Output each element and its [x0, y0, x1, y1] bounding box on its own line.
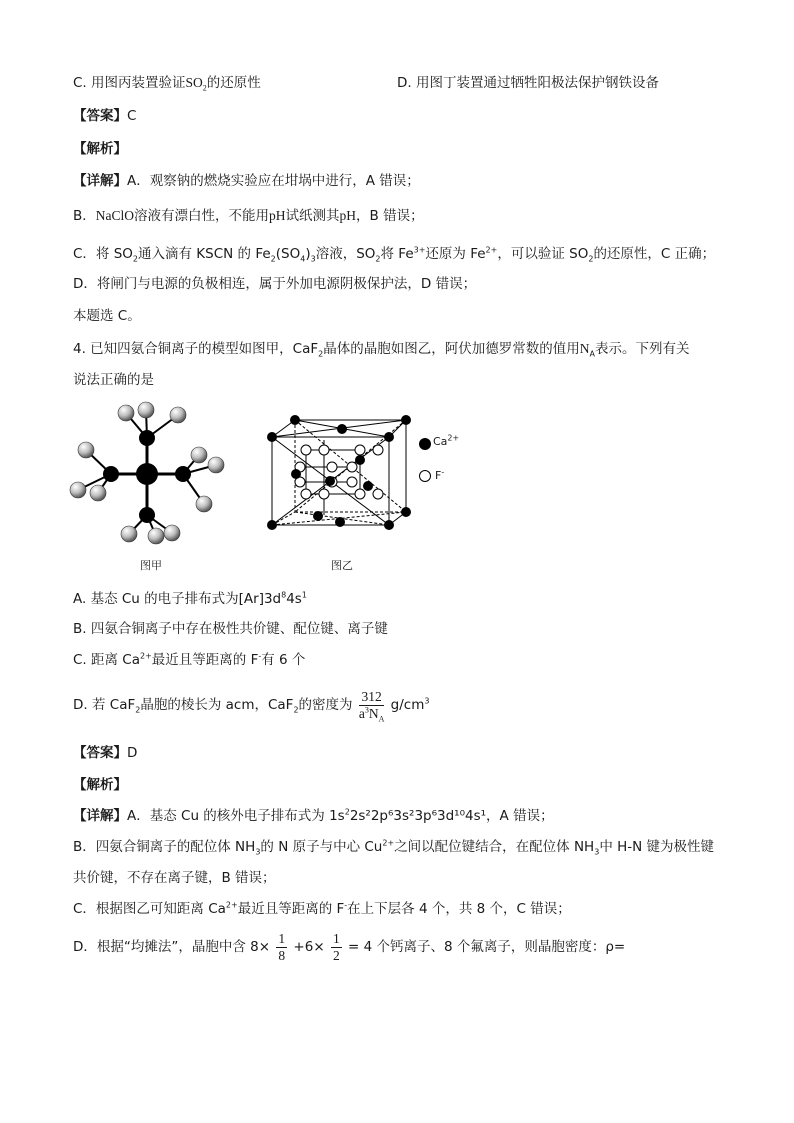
q4-detail-b-line2: 共价键，不存在离子键，B 错误；	[73, 870, 276, 886]
q4-stem-line1: 4. 已知四氨合铜离子的模型如图甲，CaF$_2$晶体的晶胞如图乙，阿伏加德罗常数的值用$N_A$表示。下列有关	[73, 341, 690, 359]
q4-detail-a: 【详解】A．基态 Cu 的核外电子排布式为 $1s^22s^22p^63s^23p^63d^{10}4s^1$，A 错误；	[73, 807, 554, 824]
q3-option-c: C. 用图丙装置验证$SO_2$的还原性	[73, 75, 261, 93]
figure-jia-tetraammine-copper	[66, 398, 231, 578]
q4-option-b: B. 四氨合铜离子中存在极性共价键、配位键、离子键	[73, 621, 388, 637]
legend-f-marker	[420, 471, 431, 482]
q4-analysis-label: 【解析】	[73, 777, 127, 793]
q4-option-a: A. 基态 Cu 的电子排布式为$[Ar]3d^84s^1$	[73, 590, 307, 607]
legend-ca-label: $Ca^{2+}$	[433, 433, 460, 448]
q3-conclusion: 本题选 C。	[73, 308, 141, 324]
q3-detail-a: 【详解】A．观察钠的燃烧实验应在坩埚中进行，A 错误；	[73, 173, 420, 189]
figure-yi-caf2-unit-cell	[260, 412, 460, 537]
copper-atom	[136, 463, 158, 485]
legend-f-label: F-	[435, 467, 445, 482]
figure-jia-caption: 图甲	[140, 559, 162, 572]
q3-detail-d: D．将闸门与电源的负极相连，属于外加电源阴极保护法，D 错误；	[73, 276, 477, 292]
q3-answer: 【答案】C	[73, 108, 137, 124]
q3-option-d: D. 用图丁装置通过牺牲阳极法保护钢铁设备	[397, 75, 659, 91]
q4-detail-b-line1: B．四氨合铜离子的配位体 $NH_3$的 N 原子与中心 $Cu^{2+}$之间以配位键结合，在配位体 $NH_3$中 H-N 键为极性键	[73, 838, 715, 857]
q4-stem-line2: 说法正确的是	[73, 372, 154, 388]
q4-detail-d: D．根据“均摊法”，晶胞中含 8× $\frac{1}{8}$ +6× $\frac{1}{2}$ = 4 个钙离子、8 个氟离子，则晶胞密度：ρ=	[73, 930, 626, 963]
legend-ca-marker	[419, 438, 431, 450]
q3-detail-c: C．将 $SO_2$通入滴有 KSCN 的 $Fe_2(SO_4)_3$溶液，$SO_2$将 $Fe^{3+}$还原为 $Fe^{2+}$，可以验证 $SO_2$的还原性，C 正确；	[73, 245, 716, 264]
q3-analysis-label: 【解析】	[73, 141, 127, 157]
density-fraction: $\frac{312}{a^3N_A}$	[358, 688, 385, 724]
q4-option-c: C. 距离 $Ca^{2+}$最近且等距离的 F-有 6 个	[73, 651, 306, 668]
q4-option-d: D. 若 CaF$_2$晶胞的棱长为 acm，CaF$_2$的密度为 $\frac{312}{a^3N_A}$ $g/cm^3$	[73, 688, 430, 724]
q4-detail-c: C．根据图乙可知距离 $Ca^{2+}$最近且等距离的 F-在上下层各 4 个，共 8 个，C 错误；	[73, 900, 571, 917]
fluoride-ions	[295, 445, 383, 499]
figure-yi-caption: 图乙	[331, 559, 353, 572]
q4-answer: 【答案】D	[73, 745, 138, 761]
q3-detail-b: B．NaClO溶液有漂白性，不能用pH试纸测其pH，B 错误；	[73, 208, 424, 224]
